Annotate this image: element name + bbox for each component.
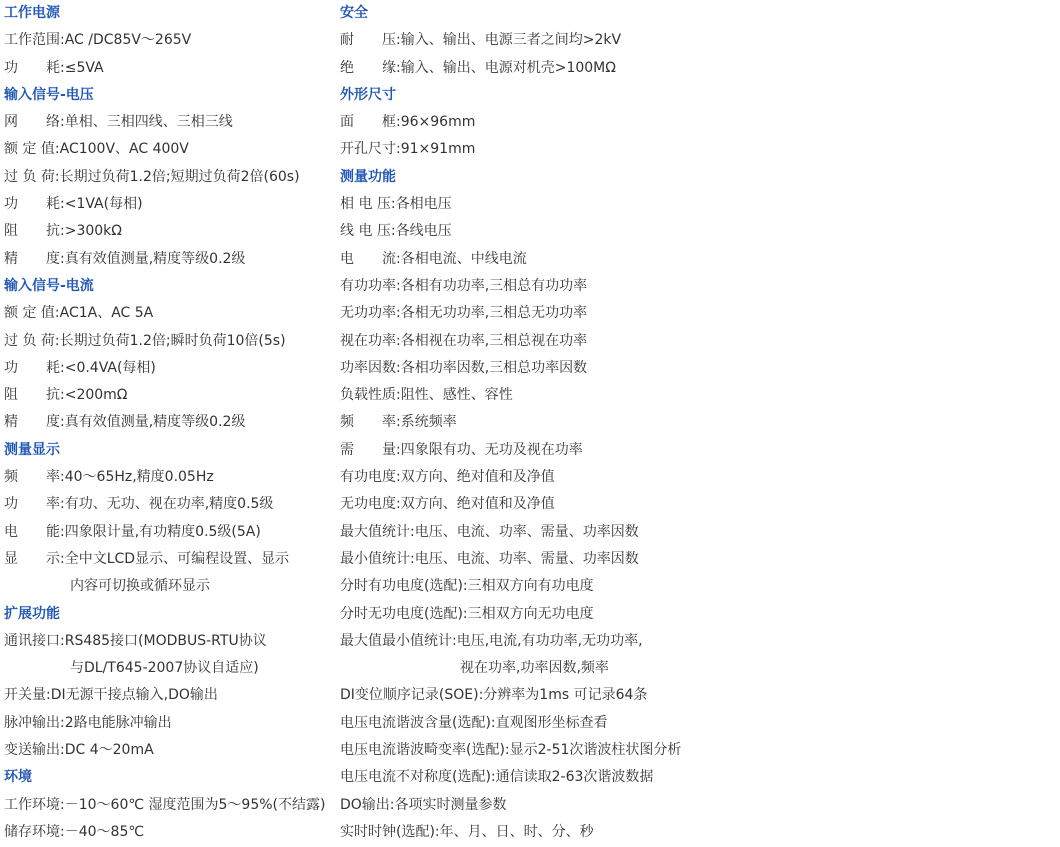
spec-line: 工作环境:－10～60℃ 湿度范围为5～95%(不结露) bbox=[4, 796, 326, 813]
spec-line: 精 度:真有效值测量,精度等级0.2级 bbox=[4, 414, 246, 431]
section-heading: 输入信号-电压 bbox=[4, 86, 94, 103]
spec-line: 负载性质:阻性、感性、容性 bbox=[340, 387, 513, 404]
spec-line: 通讯接口:RS485接口(MODBUS-RTU协议 bbox=[4, 632, 267, 649]
spec-line-continuation: 与DL/T645-2007协议自适应) bbox=[70, 660, 259, 677]
spec-line: 功 率:有功、无功、视在功率,精度0.5级 bbox=[4, 496, 274, 513]
spec-line: 有功电度:双方向、绝对值和及净值 bbox=[340, 469, 555, 486]
spec-line: 电 能:四象限计量,有功精度0.5级(5A) bbox=[4, 523, 261, 540]
spec-line: 电压电流不对称度(选配):通信读取2-63次谐波数据 bbox=[340, 769, 654, 786]
spec-line: 分时无功电度(选配):三相双方向无功电度 bbox=[340, 605, 594, 622]
spec-line: 储存环境:－40～85℃ bbox=[4, 823, 145, 840]
spec-line: 无功功率:各相无功功率,三相总无功功率 bbox=[340, 305, 588, 322]
spec-line: 过 负 荷:长期过负荷1.2倍;短期过负荷2倍(60s) bbox=[4, 168, 300, 185]
spec-line: 需 量:四象限有功、无功及视在功率 bbox=[340, 441, 583, 458]
spec-line: 线 电 压:各线电压 bbox=[340, 223, 452, 240]
section-heading: 测量显示 bbox=[4, 441, 60, 458]
spec-line: 显 示:全中文LCD显示、可编程设置、显示 bbox=[4, 550, 290, 567]
spec-line: 频 率:40～65Hz,精度0.05Hz bbox=[4, 469, 214, 486]
spec-line: 阻 抗:>300kΩ bbox=[4, 223, 122, 240]
section-heading: 外形尺寸 bbox=[340, 86, 396, 103]
spec-line: 网 络:单相、三相四线、三相三线 bbox=[4, 114, 233, 131]
spec-line: 开孔尺寸:91×91mm bbox=[340, 141, 476, 158]
spec-line: 耐 压:输入、输出、电源三者之间均>2kV bbox=[340, 32, 622, 49]
spec-line: 功 耗:<1VA(每相) bbox=[4, 196, 143, 213]
section-heading: 输入信号-电流 bbox=[4, 277, 94, 294]
spec-line-continuation: 内容可切换或循环显示 bbox=[70, 578, 210, 595]
spec-line: 分时有功电度(选配):三相双方向有功电度 bbox=[340, 578, 594, 595]
spec-line: 最大值最小值统计:电压,电流,有功功率,无功功率, bbox=[340, 632, 643, 649]
spec-line: DO输出:各项实时测量参数 bbox=[340, 796, 507, 813]
spec-line: 开关量:DI无源干接点输入,DO输出 bbox=[4, 687, 218, 704]
right-spec-column bbox=[340, 0, 1040, 846]
spec-line: 最大值统计:电压、电流、功率、需量、功率因数 bbox=[340, 523, 639, 540]
spec-line: 最小值统计:电压、电流、功率、需量、功率因数 bbox=[340, 550, 639, 567]
spec-line: 频 率:系统频率 bbox=[340, 414, 457, 431]
spec-line: 电压电流谐波畸变率(选配):显示2-51次谐波柱状图分析 bbox=[340, 742, 682, 759]
spec-line: 精 度:真有效值测量,精度等级0.2级 bbox=[4, 250, 246, 267]
spec-line: 绝 缘:输入、输出、电源对机壳>100MΩ bbox=[340, 59, 616, 76]
spec-line: 过 负 荷:长期过负荷1.2倍;瞬时负荷10倍(5s) bbox=[4, 332, 286, 349]
section-heading: 测量功能 bbox=[340, 168, 396, 185]
spec-line: 无功电度:双方向、绝对值和及净值 bbox=[340, 496, 555, 513]
spec-line: 有功功率:各相有功功率,三相总有功功率 bbox=[340, 277, 588, 294]
spec-line: 变送输出:DC 4～20mA bbox=[4, 742, 154, 759]
spec-line: 额 定 值:AC100V、AC 400V bbox=[4, 141, 189, 158]
section-heading: 安全 bbox=[340, 5, 368, 21]
section-heading: 环境 bbox=[4, 769, 32, 786]
spec-line: 视在功率:各相视在功率,三相总视在功率 bbox=[340, 332, 588, 349]
spec-line: 电压电流谐波含量(选配):直观图形坐标查看 bbox=[340, 714, 608, 731]
spec-line: DI变位顺序记录(SOE):分辨率为1ms 可记录64条 bbox=[340, 687, 648, 704]
spec-line: 功 耗:<0.4VA(每相) bbox=[4, 359, 156, 376]
spec-line: 实时时钟(选配):年、月、日、时、分、秒 bbox=[340, 823, 594, 840]
spec-line: 工作范围:AC /DC85V～265V bbox=[4, 32, 192, 49]
spec-line: 功 耗:≤5VA bbox=[4, 59, 104, 76]
spec-line-continuation: 视在功率,功率因数,频率 bbox=[460, 660, 609, 677]
spec-line: 面 框:96×96mm bbox=[340, 114, 476, 131]
section-heading: 扩展功能 bbox=[4, 605, 60, 622]
spec-line: 相 电 压:各相电压 bbox=[340, 196, 452, 213]
spec-line: 阻 抗:<200mΩ bbox=[4, 387, 128, 404]
spec-line: 额 定 值:AC1A、AC 5A bbox=[4, 305, 154, 322]
spec-line: 功率因数:各相功率因数,三相总功率因数 bbox=[340, 359, 588, 376]
spec-line: 电 流:各相电流、中线电流 bbox=[340, 250, 527, 267]
left-spec-column bbox=[4, 0, 334, 846]
spec-line: 脉冲输出:2路电能脉冲输出 bbox=[4, 714, 172, 731]
section-heading: 工作电源 bbox=[4, 5, 60, 21]
